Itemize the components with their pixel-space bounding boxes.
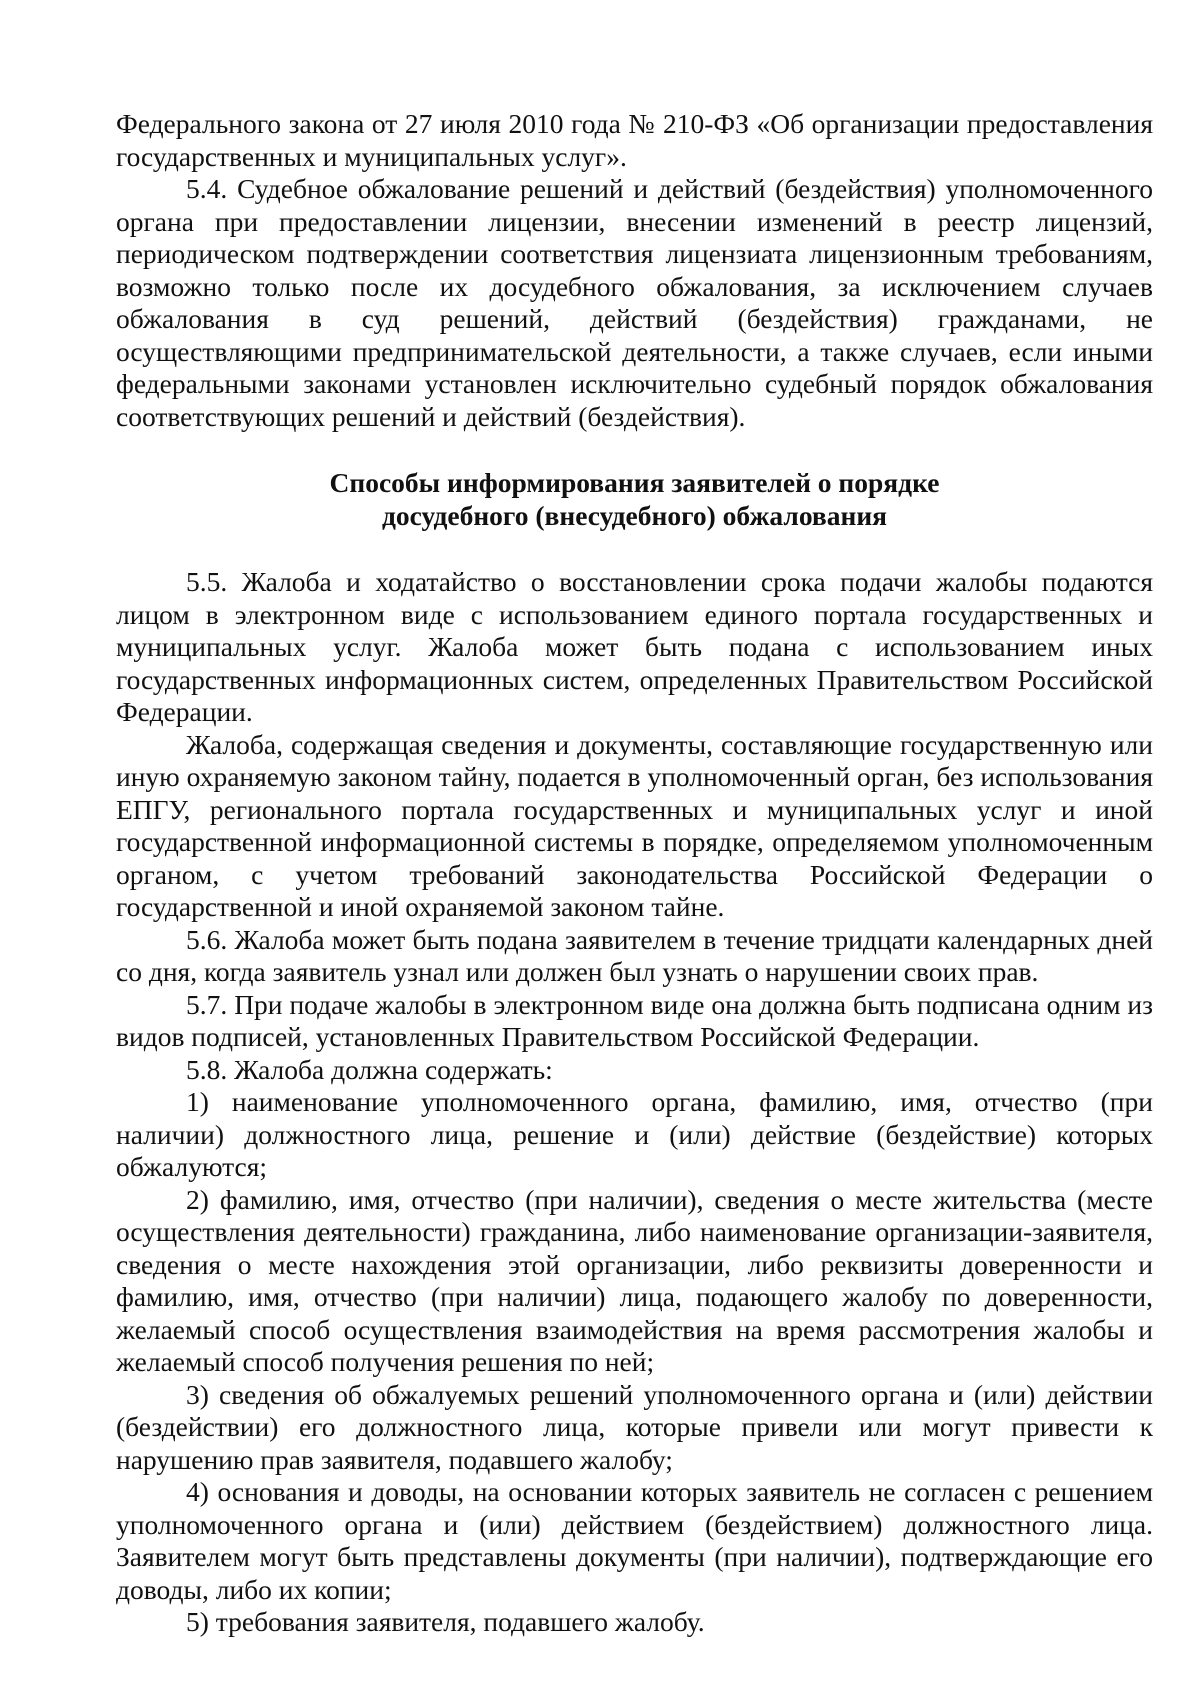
list-item-4: 4) основания и доводы, на основании которых заявитель не согласен с решением уполномоченного органа и (или) действием (бездействием) должностного лица. Заявителем могут быть представлены документы (при наличии), подтверждающие его доводы, либо их копии; — [116, 1476, 1153, 1605]
document-page — [116, 108, 1153, 1639]
section-heading — [116, 466, 1153, 532]
paragraph-5-7: 5.7. При подаче жалобы в электронном виде она должна быть подписана одним из видов подписей, установленных Правительством Российской Федерации. — [116, 988, 1153, 1052]
paragraph-law-reference: Федерального закона от 27 июля 2010 года № 210-ФЗ «Об организации предоставления государственных и муниципальных услуг». — [116, 108, 1153, 172]
list-item-2: 2) фамилию, имя, отчество (при наличии), сведения о месте жительства (месте осуществления деятельности) гражданина, либо наименование организации-заявителя, сведения о месте нахождения этой организации, либо реквизиты доверенности и фамилию, имя, отчество (при наличии) лица, подающего жалобу по доверенности, желаемый способ осуществления взаимодействия на время рассмотрения жалобы и желаемый способ получения решения по ней; — [116, 1183, 1153, 1377]
list-item-5: 5) требования заявителя, подавшего жалобу. — [186, 1606, 705, 1637]
list-item-3: 3) сведения об обжалуемых решений уполномоченного органа и (или) действии (бездействии) его должностного лица, которые привели или могут привести к нарушению прав заявителя, подавшего жалобу; — [116, 1378, 1153, 1475]
paragraph-5-4: 5.4. Судебное обжалование решений и действий (бездействия) уполномоченного органа при предоставлении лицензии, внесении изменений в реестр лицензий, периодическом подтверждении соответствия лицензиата лицензионным требованиям, возможно только после их досудебного обжалования, за исключением случаев обжалования в суд решений, действий (бездействия) гражданами, не осуществляющими предпринимательской деятельности, а также случаев, если иными федеральными законами установлен исключительно судебный порядок обжалования соответствующих решений и действий (бездействия). — [116, 173, 1153, 432]
paragraph-5-6: 5.6. Жалоба может быть подана заявителем в течение тридцати календарных дней со дня, когда заявитель узнал или должен был узнать о нарушении своих прав. — [116, 923, 1153, 987]
paragraph-5-5: 5.5. Жалоба и ходатайство о восстановлении срока подачи жалобы подаются лицом в электронном виде с использованием единого портала государственных и муниципальных услуг. Жалоба может быть подана с использованием иных государственных информационных систем, определенных Правительством Российской Федерации. — [116, 566, 1153, 727]
section-heading-line-1: Способы информирования заявителей о порядке — [329, 467, 940, 498]
paragraph-secret-complaint: Жалоба, содержащая сведения и документы, составляющие государственную или иную охраняемую законом тайну, подается в уполномоченный орган, без использования ЕПГУ, регионального портала государственных и муниципальных услуг и иной государственной информационной системы в порядке, определяемом уполномоченным органом, с учетом требований законодательства Российской Федерации о государственной и иной охраняемой законом тайне. — [116, 728, 1153, 922]
paragraph-5-8: 5.8. Жалоба должна содержать: — [186, 1053, 553, 1085]
list-item-1: 1) наименование уполномоченного органа, фамилию, имя, отчество (при наличии) должностного лица, решение и (или) действие (бездействие) которых обжалуются; — [116, 1086, 1153, 1182]
section-heading-line-2: досудебного (внесудебного) обжалования — [381, 500, 888, 531]
